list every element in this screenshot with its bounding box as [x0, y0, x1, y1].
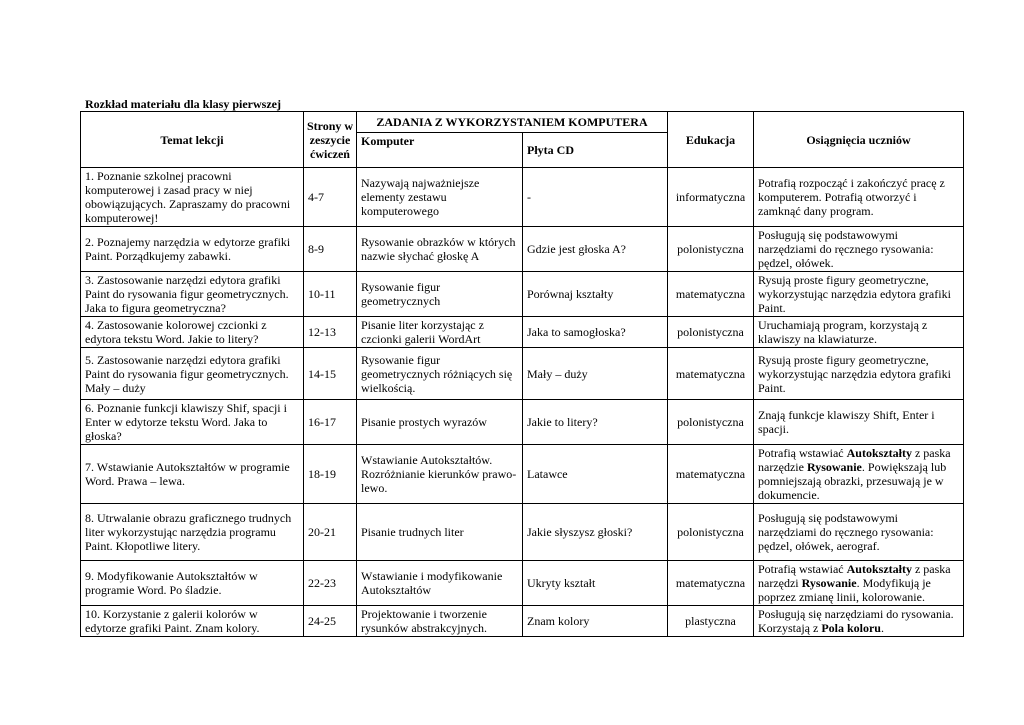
bold-term: Rysowanie: [801, 576, 857, 590]
cell-achievements: Rysują proste figury geometryczne, wykorzystując narzędzia edytora grafiki Paint.: [754, 272, 964, 317]
cell-computer: Wstawianie i modyfikowanie Autokształtów: [357, 561, 523, 606]
table-row: [81, 348, 964, 400]
table-row: [81, 317, 964, 348]
cell-education: matematyczna: [668, 348, 754, 400]
document-title: Rozkład materiału dla klasy pierwszej: [85, 97, 281, 111]
header-computer: Komputer: [357, 133, 523, 168]
cell-pages: 4-7: [304, 168, 357, 227]
cell-topic: 9. Modyfikowanie Autokształtów w programie Word. Po śladzie.: [81, 561, 304, 606]
cell-achievements: Rysują proste figury geometryczne, wykorzystując narzędzia edytora grafiki Paint.: [754, 348, 964, 400]
cell-cd: Jakie słyszysz głoski?: [523, 504, 668, 561]
cell-achievements: Posługują się podstawowymi narzędziami do ręcznego rysowania: pędzel, ołówek.: [754, 227, 964, 272]
bold-term: Rysowanie: [806, 460, 862, 474]
cell-achievements: [754, 445, 964, 504]
text-part: Potrafią wstawiać: [758, 446, 847, 460]
cell-computer: Rysowanie obrazków w których nazwie słychać głoskę A: [357, 227, 523, 272]
table-body: [81, 168, 964, 637]
cell-topic: 7. Wstawianie Autokształtów w programie Word. Prawa – lewa.: [81, 445, 304, 504]
cell-cd: Jaka to samogłoska?: [523, 317, 668, 348]
text-part: .: [880, 621, 884, 635]
cell-pages: 12-13: [304, 317, 357, 348]
cell-education: matematyczna: [668, 561, 754, 606]
cell-education: polonistyczna: [668, 400, 754, 445]
text-part: z paska narzędzi: [758, 562, 951, 590]
lesson-schedule-table: [80, 111, 964, 637]
cell-education: polonistyczna: [668, 317, 754, 348]
bold-term: Pola koloru: [821, 621, 881, 635]
cell-computer: Pisanie trudnych liter: [357, 504, 523, 561]
cell-cd: Ukryty kształt: [523, 561, 668, 606]
cell-computer: Nazywają najważniejsze elementy zestawu komputerowego: [357, 168, 523, 227]
cell-topic: 1. Poznanie szkolnej pracowni komputerowej i zasad pracy w niej obowiązujących. Zapraszamy do pracowni komputerowej!: [81, 168, 304, 227]
table-row: [81, 606, 964, 637]
cell-education: polonistyczna: [668, 227, 754, 272]
header-topic: Temat lekcji: [81, 112, 304, 168]
cell-pages: 18-19: [304, 445, 357, 504]
cell-pages: 14-15: [304, 348, 357, 400]
cell-cd: Jakie to litery?: [523, 400, 668, 445]
text-part: . Modyfikują je poprzez zmianę linii, kolorowanie.: [758, 576, 931, 604]
cell-topic: 8. Utrwalanie obrazu graficznego trudnych liter wykorzystując narzędzia programu Paint. Kłopotliwe litery.: [81, 504, 304, 561]
cell-education: polonistyczna: [668, 504, 754, 561]
cell-achievements: [754, 606, 964, 637]
bold-term: Autokształty: [846, 562, 912, 576]
text-part: Posługują się narzędziami do rysowania. Korzystają z: [758, 607, 954, 635]
cell-education: plastyczna: [668, 606, 754, 637]
text-part: Potrafią wstawiać: [758, 562, 847, 576]
cell-cd: Latawce: [523, 445, 668, 504]
table-row: [81, 561, 964, 606]
cell-topic: 5. Zastosowanie narzędzi edytora grafiki Paint do rysowania figur geometrycznych. Mały – duży: [81, 348, 304, 400]
cell-computer: Pisanie liter korzystając z czcionki galerii WordArt: [357, 317, 523, 348]
text-part: . Powiększają lub pomniejszają obrazki, przesuwają je w dokumencie.: [758, 460, 947, 502]
table-row: [81, 400, 964, 445]
cell-education: matematyczna: [668, 272, 754, 317]
header-achievements: Osiągnięcia uczniów: [754, 112, 964, 168]
cell-pages: 24-25: [304, 606, 357, 637]
table-row: [81, 445, 964, 504]
header-cd: Płyta CD: [523, 133, 668, 168]
cell-cd: Mały – duży: [523, 348, 668, 400]
cell-computer: Projektowanie i tworzenie rysunków abstrakcyjnych.: [357, 606, 523, 637]
header-pages: Strony w zeszycie ćwiczeń: [304, 112, 357, 168]
cell-achievements: [754, 561, 964, 606]
cell-computer: Pisanie prostych wyrazów: [357, 400, 523, 445]
cell-topic: 6. Poznanie funkcji klawiszy Shif, spacji i Enter w edytorze tekstu Word. Jaka to głoska?: [81, 400, 304, 445]
cell-topic: 3. Zastosowanie narzędzi edytora grafiki Paint do rysowania figur geometrycznych. Jaka to figura geometryczna?: [81, 272, 304, 317]
table-row: [81, 272, 964, 317]
cell-computer: Wstawianie Autokształtów. Rozróżnianie kierunków prawo-lewo.: [357, 445, 523, 504]
cell-pages: 8-9: [304, 227, 357, 272]
cell-achievements: Uruchamiają program, korzystają z klawiszy na klawiaturze.: [754, 317, 964, 348]
bold-term: Autokształty: [846, 446, 912, 460]
cell-computer: Rysowanie figur geometrycznych różniących się wielkością.: [357, 348, 523, 400]
table-row: [81, 168, 964, 227]
cell-education: matematyczna: [668, 445, 754, 504]
cell-topic: 4. Zastosowanie kolorowej czcionki z edytora tekstu Word. Jakie to litery?: [81, 317, 304, 348]
cell-pages: 20-21: [304, 504, 357, 561]
cell-achievements: Znają funkcje klawiszy Shift, Enter i spacji.: [754, 400, 964, 445]
cell-pages: 10-11: [304, 272, 357, 317]
cell-pages: 16-17: [304, 400, 357, 445]
header-tasks: ZADANIA Z WYKORZYSTANIEM KOMPUTERA: [357, 112, 668, 133]
table-row: [81, 504, 964, 561]
cell-cd: Gdzie jest głoska A?: [523, 227, 668, 272]
cell-computer: Rysowanie figur geometrycznych: [357, 272, 523, 317]
cell-achievements: Potrafią rozpocząć i zakończyć pracę z komputerem. Potrafią otworzyć i zamknąć dany program.: [754, 168, 964, 227]
cell-cd: Znam kolory: [523, 606, 668, 637]
cell-topic: 2. Poznajemy narzędzia w edytorze grafiki Paint. Porządkujemy zabawki.: [81, 227, 304, 272]
header-education: Edukacja: [668, 112, 754, 168]
cell-topic: 10. Korzystanie z galerii kolorów w edytorze grafiki Paint. Znam kolory.: [81, 606, 304, 637]
cell-pages: 22-23: [304, 561, 357, 606]
cell-achievements: Posługują się podstawowymi narzędziami do ręcznego rysowania: pędzel, ołówek, aerograf.: [754, 504, 964, 561]
table-row: [81, 227, 964, 272]
cell-education: informatyczna: [668, 168, 754, 227]
cell-cd: Porównaj kształty: [523, 272, 668, 317]
cell-cd: -: [523, 168, 668, 227]
text-part: z paska narzędzie: [758, 446, 951, 474]
